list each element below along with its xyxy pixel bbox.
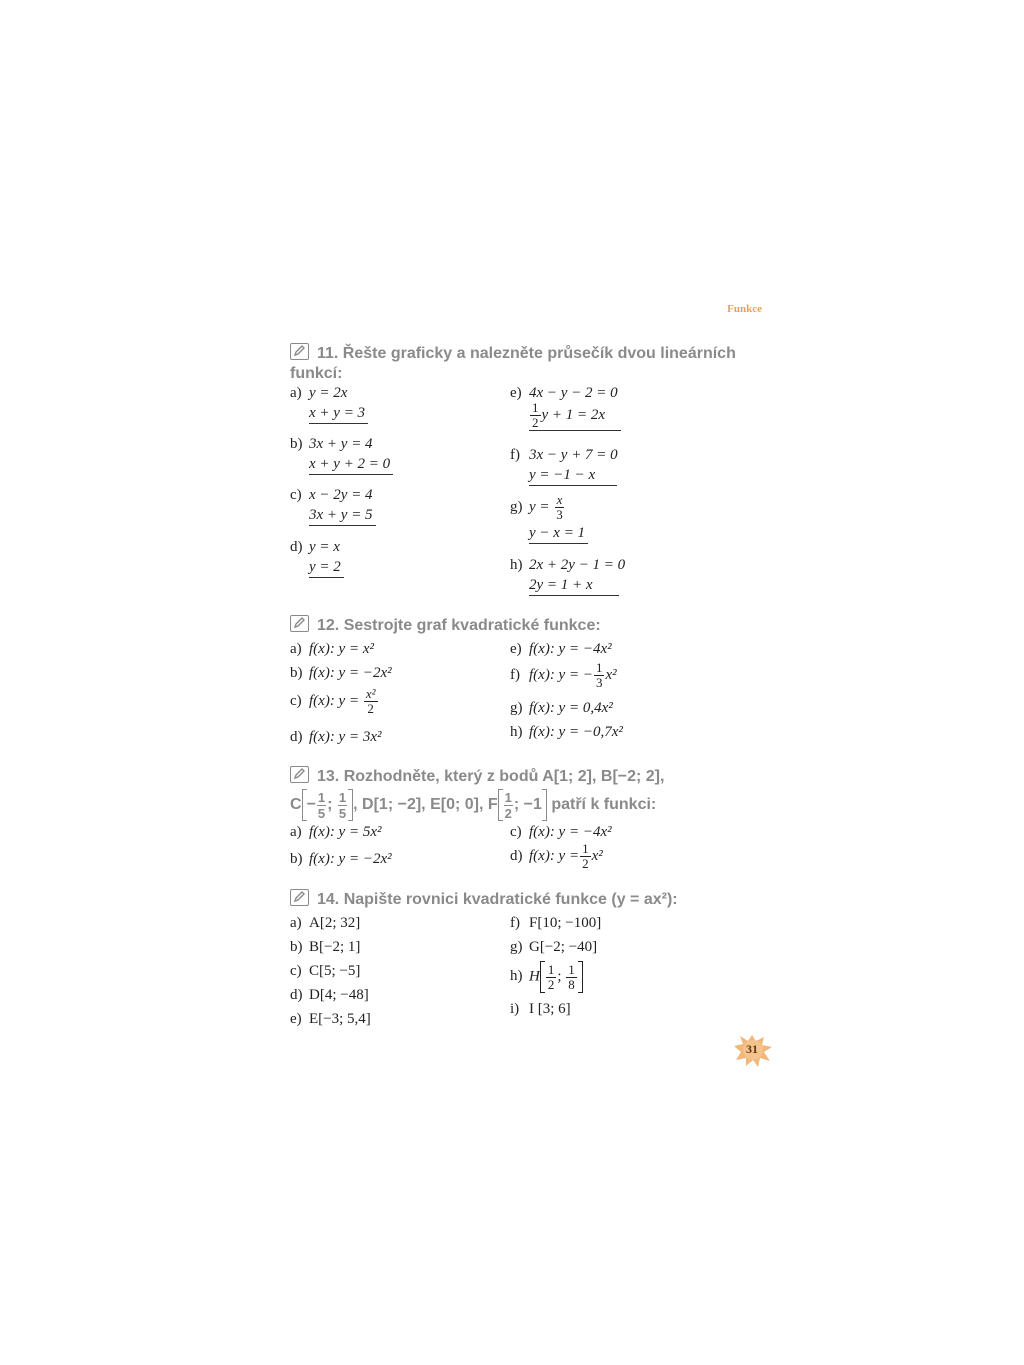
ex14-item-g: g) G[−2; −40] bbox=[510, 939, 598, 955]
ex11-item-a: a) y = 2x bbox=[290, 385, 348, 401]
ex11-item-b-eq2: x + y + 2 = 0 bbox=[309, 454, 393, 475]
ex11-item-c: c) x − 2y = 4 bbox=[290, 487, 373, 503]
ex12-item-g: g) f(x): y = 0,4x² bbox=[510, 700, 613, 716]
ex13-item-a: a) f(x): y = 5x² bbox=[290, 824, 382, 840]
pencil-icon bbox=[290, 766, 309, 783]
ex12-item-c: c) f(x): y = $\frac{\text{x²}}{2}$ bbox=[290, 686, 376, 716]
ex13-item-c: c) f(x): y = −4x² bbox=[510, 824, 612, 840]
ex12-item-b: b) f(x): y = −2x² bbox=[290, 665, 392, 681]
ex14-item-h: h) H $\frac{1}{2}$ ; $\frac{1}{8}$ bbox=[510, 961, 583, 993]
ex14-item-c: c) C[5; −5] bbox=[290, 963, 361, 979]
ex14-item-e: e) E[−3; 5,4] bbox=[290, 1011, 371, 1027]
exercise-14 bbox=[290, 889, 740, 1039]
exercise-11-title: 11. Řešte graficky a nalezněte průsečík dvou lineárních funkcí: bbox=[290, 345, 736, 382]
ex11-item-a-eq2: x + y = 3 bbox=[309, 403, 368, 424]
ex11-item-d-eq2: y = 2 bbox=[309, 557, 344, 578]
ex11-item-g: g) y = $\frac{x}{3}$ bbox=[510, 492, 563, 522]
ex11-item-f: f) 3x − y + 7 = 0 bbox=[510, 447, 618, 463]
ex14-item-f: f) F[10; −100] bbox=[510, 915, 602, 931]
pencil-icon bbox=[290, 889, 309, 906]
ex14-item-i: i) I [3; 6] bbox=[510, 1001, 571, 1017]
ex14-item-d: d) D[4; −48] bbox=[290, 987, 369, 1003]
ex13-item-b: b) f(x): y = −2x² bbox=[290, 851, 392, 867]
exercise-13-title-line2: C − $\frac{1}{5}$ ; $\frac{1}{5}$ , D[1; −2], E[0; 0], F $\frac{1}{2}$ ; −1 patří k funkci: bbox=[290, 789, 657, 821]
ex12-item-e: e) f(x): y = −4x² bbox=[510, 641, 612, 657]
ex12-item-f: f) f(x): y = − $\frac{1}{3}$ x² bbox=[510, 660, 617, 690]
ex11-item-h: h) 2x + 2y − 1 = 0 bbox=[510, 557, 626, 573]
exercise-14-title: 14. Napište rovnici kvadratické funkce (y = ax²): bbox=[290, 889, 740, 910]
ex11-item-f-eq2: y = −1 − x bbox=[529, 465, 617, 486]
exercise-13-title: 13. Rozhodněte, který z bodů A[1; 2], B[−2; 2], bbox=[290, 766, 740, 787]
exercise-13 bbox=[290, 766, 740, 886]
ex11-item-e: e) 4x − y − 2 = 0 bbox=[510, 385, 618, 401]
ex14-item-b: b) B[−2; 1] bbox=[290, 939, 361, 955]
ex11-item-e-eq2: $\frac{1}{2}$ y + 1 = 2x bbox=[529, 401, 621, 431]
exercise-12 bbox=[290, 615, 740, 755]
exercise-12-title: 12. Sestrojte graf kvadratické funkce: bbox=[290, 615, 740, 636]
pencil-icon bbox=[290, 343, 309, 360]
exercise-11 bbox=[290, 343, 740, 603]
ex12-item-d: d) f(x): y = 3x² bbox=[290, 729, 382, 745]
ex11-item-d: d) y = x bbox=[290, 539, 340, 555]
ex11-item-h-eq2: 2y = 1 + x bbox=[529, 575, 619, 596]
ex12-item-h: h) f(x): y = −0,7x² bbox=[510, 724, 623, 740]
ex13-item-d: d) f(x): y = $\frac{1}{2}$ x² bbox=[510, 841, 603, 871]
ex11-item-g-eq2: y − x = 1 bbox=[529, 523, 588, 544]
ex11-item-c-eq2: 3x + y = 5 bbox=[309, 505, 376, 526]
ex12-item-a: a) f(x): y = x² bbox=[290, 641, 374, 657]
ex11-item-b: b) 3x + y = 4 bbox=[290, 436, 373, 452]
running-header: Funkce bbox=[727, 303, 762, 315]
ex14-item-a: a) A[2; 32] bbox=[290, 915, 361, 931]
pencil-icon bbox=[290, 615, 309, 632]
page-number: 31 bbox=[732, 1031, 774, 1069]
